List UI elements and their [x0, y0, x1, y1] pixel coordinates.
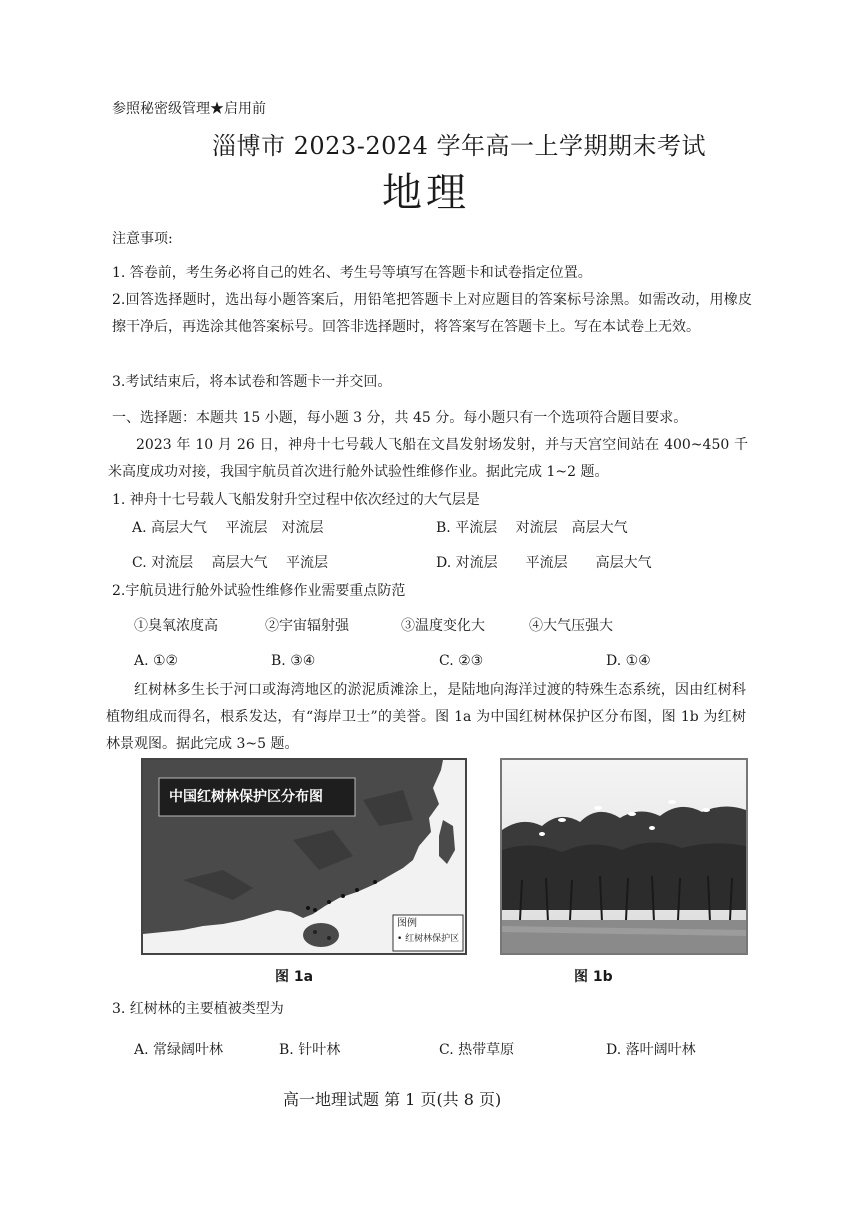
q1-option-c: C. 对流层 高层大气 平流层: [132, 555, 329, 571]
q1-stem: 1. 神舟十七号载人飞船发射升空过程中依次经过的大气层是: [112, 492, 480, 508]
legend-item: • 红树林保护区: [397, 934, 460, 944]
q2-option-c: C. ②③: [439, 653, 484, 669]
q2-option-d: D. ①④: [606, 653, 651, 669]
passage-2: 红树林多生长于河口或海湾地区的淤泥质滩涂上，是陆地向海洋过渡的特殊生态系统，因由红树科植物组成而得名，根系发达，有“海岸卫士”的美誉。图 1a 为中国红树林保护区分布图，图 1b 为红树林景观图。据此完成 3~5 题。: [106, 682, 746, 752]
q3-option-d: D. 落叶阔叶林: [606, 1042, 696, 1058]
q1-option-a: A. 高层大气 平流层 对流层: [132, 520, 324, 536]
q3-option-a: A. 常绿阔叶林: [134, 1042, 224, 1058]
notes-heading: 注意事项:: [112, 231, 173, 247]
note-item-3: 3.考试结束后，将本试卷和答题卡一并交回。: [112, 374, 392, 390]
figure-1b-caption: 图 1b: [574, 969, 613, 985]
q3-stem: 3. 红树林的主要植被类型为: [112, 1001, 284, 1017]
map-title: 中国红树林保护区分布图: [169, 789, 323, 805]
note-item-2: 2.回答选择题时，选出每小题答案后，用铅笔把答题卡上对应题目的答案标号涂黑。如需改动，用橡皮擦干净后，再选涂其他答案标号。回答非选择题时，将答案写在答题卡上。写在本试卷上无效。: [112, 292, 752, 335]
passage-1: 2023 年 10 月 26 日，神舟十七号载人飞船在文昌发射场发射，并与天宫空间站在 400~450 千米高度成功对接，我国宇航员首次进行舱外试验性维修作业。据此完成 1~2 题。: [108, 437, 748, 480]
legend-title: 图例: [397, 918, 417, 929]
q1-option-d: D. 对流层 平流层 高层大气: [436, 555, 652, 571]
q2-item-3: ③温度变化大: [401, 618, 485, 634]
q2-option-a: A. ①②: [134, 653, 179, 669]
q3-option-c: C. 热带草原: [439, 1042, 515, 1058]
q2-item-2: ②宇宙辐射强: [265, 618, 349, 634]
figure-1b-photo: [500, 758, 748, 955]
page-footer: 高一地理试题 第 1 页(共 8 页): [283, 1090, 502, 1109]
q2-stem: 2.宇航员进行舱外试验性维修作业需要重点防范: [112, 583, 406, 599]
note-item-1: 1. 答卷前，考生务必将自己的姓名、考生号等填写在答题卡和试卷指定位置。: [112, 265, 592, 281]
q2-item-4: ④大气压强大: [529, 618, 613, 634]
q2-option-b: B. ③④: [271, 653, 316, 669]
mangrove-landscape-graphic: [502, 760, 746, 953]
figure-1a-map: [141, 758, 467, 955]
subject-title: 地理: [382, 170, 470, 216]
section-heading: 一、选择题：本题共 15 小题，每小题 3 分，共 45 分。每小题只有一个选项符合题目要求。: [112, 410, 688, 426]
exam-title: 淄博市 2023-2024 学年高一上学期期末考试: [212, 132, 707, 160]
q2-item-1: ①臭氧浓度高: [134, 618, 218, 634]
figure-1a-caption: 图 1a: [275, 969, 314, 985]
q3-option-b: B. 针叶林: [279, 1042, 341, 1058]
confidential-label: 参照秘密级管理★启用前: [112, 101, 266, 117]
q1-option-b: B. 平流层 对流层 高层大气: [436, 520, 628, 536]
